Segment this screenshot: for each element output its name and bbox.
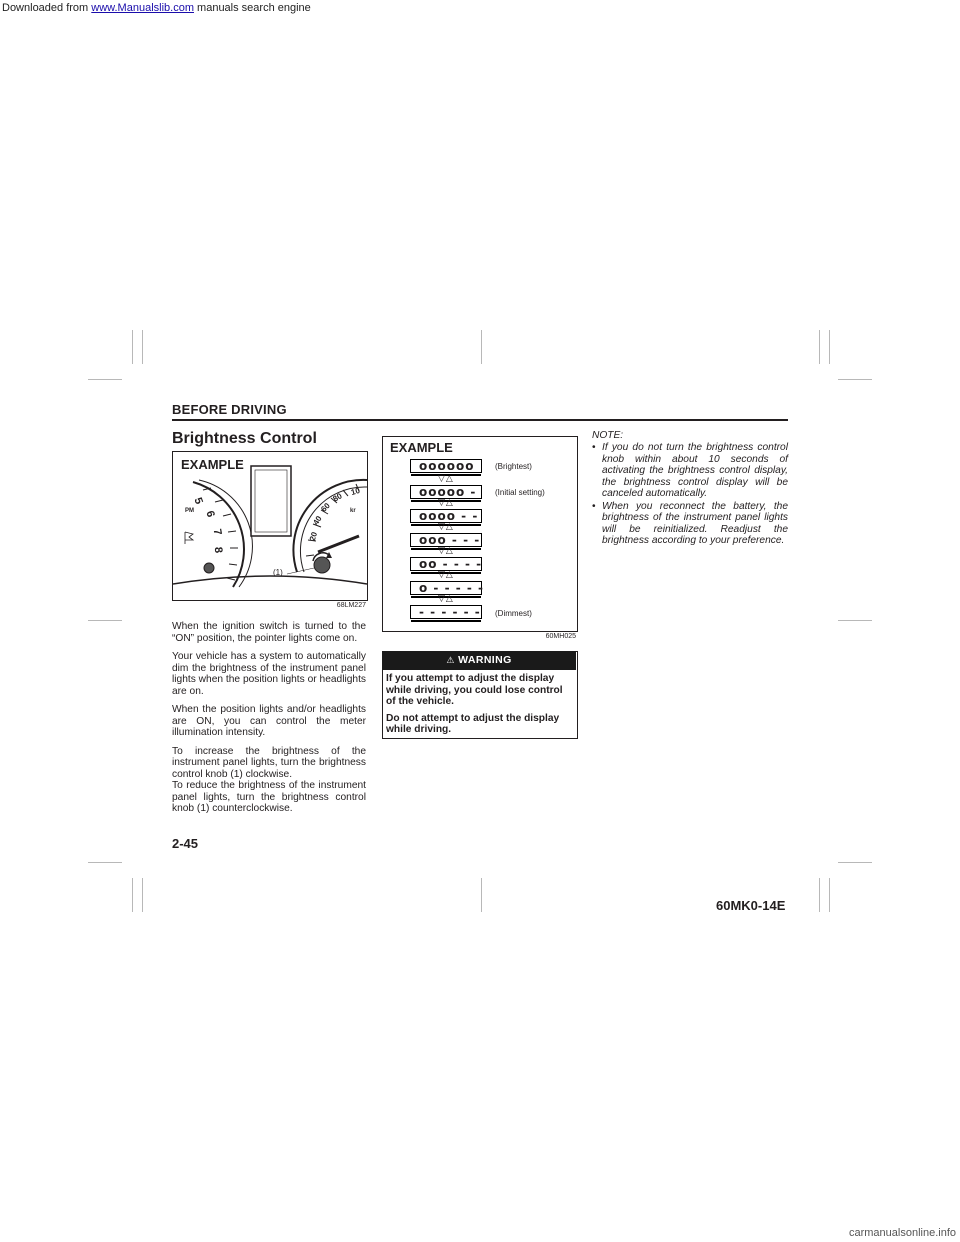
figure2-example-label: EXAMPLE xyxy=(390,440,453,455)
download-note: Downloaded from www.Manualslib.com manuals search engine xyxy=(2,2,311,14)
level-arrows-icon: ▽△ xyxy=(438,546,454,556)
note-list xyxy=(592,442,788,548)
tach-number: 5 xyxy=(191,496,205,506)
paragraph: To increase the brightness of the instrument panel lights, turn the brightness control knob (1) clockwise. xyxy=(172,745,366,780)
brightness-level-bar: ooo - - - xyxy=(410,533,482,547)
warning-header: ⚠ WARNING xyxy=(382,651,576,670)
paragraph: Your vehicle has a system to automatically dim the brightness of the instrument panel lights when the position lights or headlights are on. xyxy=(172,651,366,697)
level-arrows-icon: ▽△ xyxy=(438,570,454,580)
section-header: BEFORE DRIVING xyxy=(172,402,287,417)
paragraph: When the ignition switch is turned to the “ON” position, the pointer lights come on. xyxy=(172,621,366,644)
tach-number: 6 xyxy=(203,509,217,519)
initial-setting-label: (Initial setting) xyxy=(495,488,545,497)
level-arrows-icon: ▽△ xyxy=(438,522,454,532)
brightest-label: (Brightest) xyxy=(495,462,532,471)
note-heading: NOTE: xyxy=(592,430,624,441)
bullet: • xyxy=(592,442,596,453)
figure1-example-label: EXAMPLE xyxy=(181,457,244,472)
body-text xyxy=(172,621,366,822)
note-item: • If you do not turn the brightness control knob within about 10 seconds of activating the brightness control display, the brightness control display will be canceled automatically. xyxy=(592,442,788,499)
paragraph: To reduce the brightness of the instrument panel lights, turn the brightness control knob (1) counterclockwise. xyxy=(172,780,366,814)
speed-number: 10 xyxy=(349,486,361,497)
warning-paragraph: If you attempt to adjust the display while driving, you could lose control of the vehicle. xyxy=(386,673,563,707)
knob-callout: (1) xyxy=(273,568,283,577)
watermark: carmanualsonline.info xyxy=(848,1227,956,1239)
tach-number: 8 xyxy=(211,546,225,554)
level-arrows-icon: ▽△ xyxy=(438,474,454,484)
figure2-id: 60MH025 xyxy=(545,633,576,640)
level-arrows-icon: ▽△ xyxy=(438,498,454,508)
speed-number: 60 xyxy=(319,501,332,514)
brightness-level-bar: - - - - - - xyxy=(410,605,482,619)
paragraph: When the position lights and/or headlights are ON, you can control the meter illumination intensity. xyxy=(172,704,366,738)
brightness-level-bar: oooooo xyxy=(410,459,482,473)
tach-label-pm: PM xyxy=(185,508,194,514)
brightness-level-bar: ooooo - xyxy=(410,485,482,499)
warning-text xyxy=(382,670,576,744)
page-number: 2-45 xyxy=(172,836,199,851)
brightness-level-bar: oo - - - - xyxy=(410,557,482,571)
bullet: • xyxy=(592,500,596,512)
document-code: 60MK0-14E xyxy=(716,898,786,913)
warning-paragraph: Do not attempt to adjust the display while driving. xyxy=(386,712,560,735)
cluster-illustration xyxy=(173,452,367,600)
warning-icon: ⚠ xyxy=(446,656,455,666)
brightness-level-bar: oooo - - xyxy=(410,509,482,523)
speed-number: 40 xyxy=(311,514,324,527)
manualslib-link[interactable]: www.Manualslib.com xyxy=(91,2,194,14)
speed-number: 80 xyxy=(331,491,344,504)
note-item: • When you reconnect the battery, the brightness of the instrument panel lights will be reinitialized. Readjust the brightness according to your preference. xyxy=(592,500,788,546)
brightness-level-bar: o - - - - - xyxy=(410,581,482,595)
tach-number: 7 xyxy=(210,527,224,537)
level-arrows-icon: ▽△ xyxy=(438,594,454,604)
dimmest-label: (Dimmest) xyxy=(495,609,532,618)
page-title: Brightness Control xyxy=(172,430,317,447)
cluster-figure xyxy=(172,451,368,601)
speed-unit-label: kr xyxy=(350,508,356,514)
speed-number: 20 xyxy=(307,530,320,543)
header-rule xyxy=(172,419,788,421)
figure1-id: 68LM227 xyxy=(336,602,366,609)
